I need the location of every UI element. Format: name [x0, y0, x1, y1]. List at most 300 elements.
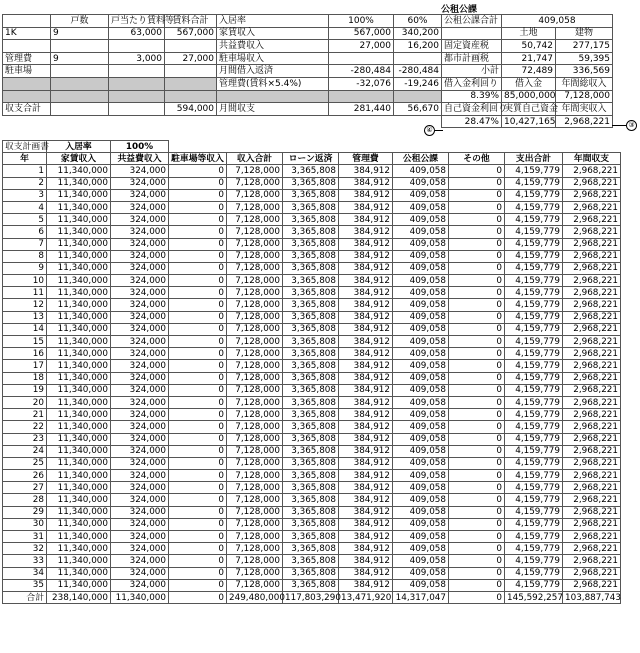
- value-cell: 409,058: [393, 372, 449, 384]
- value-cell: 2,968,221: [563, 494, 621, 506]
- value-cell: 0: [449, 336, 505, 348]
- value-cell: 7,128,000: [227, 409, 283, 421]
- public-tax-title: 公租公課: [441, 5, 478, 15]
- value-cell: 0: [169, 250, 227, 262]
- table-row: [3, 555, 621, 567]
- value-cell: 3,365,808: [283, 336, 339, 348]
- year-cell: 11: [3, 287, 47, 299]
- blank-cell: [329, 90, 394, 103]
- value-cell: 384,912: [339, 177, 393, 189]
- value-cell: 2,968,221: [563, 482, 621, 494]
- year-cell: 22: [3, 421, 47, 433]
- value-cell: 0: [449, 275, 505, 287]
- value-cell: 324,000: [111, 214, 169, 226]
- value-cell: 384,912: [339, 250, 393, 262]
- value-cell: 7,128,000: [227, 226, 283, 238]
- value-cell: 384,912: [339, 518, 393, 530]
- value-cell: 2,968,221: [563, 445, 621, 457]
- value-cell: 409,058: [393, 177, 449, 189]
- value-cell: 0: [449, 543, 505, 555]
- value-cell: 0: [169, 214, 227, 226]
- value-cell: 2,968,221: [563, 360, 621, 372]
- value-cell: 384,912: [339, 457, 393, 469]
- blank-cell: [563, 141, 621, 153]
- value-cell: 4,159,779: [505, 287, 563, 299]
- value-cell: 0: [169, 360, 227, 372]
- column-header: 年間収支: [563, 153, 621, 165]
- value-cell: 409,058: [393, 189, 449, 201]
- building-header: 建物: [556, 27, 613, 40]
- column-header: 支出合計: [505, 153, 563, 165]
- value-cell: 409,058: [393, 531, 449, 543]
- land-cell: 10,427,165: [502, 115, 556, 128]
- value-cell: 0: [169, 543, 227, 555]
- row-label: 駐車場: [3, 65, 51, 78]
- value-cell: 384,912: [339, 226, 393, 238]
- blank-cell: [109, 115, 165, 128]
- value-cell: 324,000: [111, 226, 169, 238]
- v60-cell: 340,200: [394, 27, 442, 40]
- value-cell: 11,340,000: [47, 506, 111, 518]
- v60-cell: 56,670: [394, 103, 442, 116]
- value-cell: 4,159,779: [505, 518, 563, 530]
- value-cell: 11,340,000: [47, 214, 111, 226]
- value-cell: 0: [169, 238, 227, 250]
- total-cell: 0: [449, 591, 505, 603]
- value-cell: 409,058: [393, 226, 449, 238]
- value-cell: 384,912: [339, 262, 393, 274]
- blank-cell: [449, 141, 505, 153]
- value-cell: 0: [169, 177, 227, 189]
- column-header: 収入合計: [227, 153, 283, 165]
- value-cell: 0: [449, 482, 505, 494]
- value-cell: 0: [449, 165, 505, 177]
- value-cell: 0: [449, 214, 505, 226]
- value-cell: 2,968,221: [563, 275, 621, 287]
- value-cell: 11,340,000: [47, 311, 111, 323]
- value-cell: 324,000: [111, 433, 169, 445]
- total-cell: 0: [169, 591, 227, 603]
- value-cell: 11,340,000: [47, 189, 111, 201]
- value-cell: 3,365,808: [283, 299, 339, 311]
- table-row: [3, 214, 621, 226]
- value-cell: 409,058: [393, 287, 449, 299]
- table-row: [3, 579, 621, 591]
- value-cell: 11,340,000: [47, 543, 111, 555]
- value-cell: 0: [449, 396, 505, 408]
- tax-label-cell: 8.39%: [442, 90, 502, 103]
- year-cell: 35: [3, 579, 47, 591]
- callout-4-marker: ④: [424, 125, 435, 136]
- public-tax-total-label: 公租公課合計: [442, 15, 502, 28]
- year-cell: 19: [3, 384, 47, 396]
- value-cell: 3,365,808: [283, 177, 339, 189]
- value-cell: 0: [169, 201, 227, 213]
- blank-cell: [505, 141, 563, 153]
- value-cell: 3,365,808: [283, 214, 339, 226]
- value-cell: 3,365,808: [283, 311, 339, 323]
- value-cell: 384,912: [339, 275, 393, 287]
- value-cell: 0: [449, 445, 505, 457]
- value-cell: 7,128,000: [227, 323, 283, 335]
- value-cell: 0: [449, 470, 505, 482]
- value-cell: 384,912: [339, 189, 393, 201]
- value-cell: 409,058: [393, 384, 449, 396]
- value-cell: 11,340,000: [47, 238, 111, 250]
- value-cell: 4,159,779: [505, 336, 563, 348]
- value-cell: 7,128,000: [227, 348, 283, 360]
- value-cell: 409,058: [393, 457, 449, 469]
- total-cell: 13,471,920: [339, 591, 393, 603]
- value-cell: 384,912: [339, 384, 393, 396]
- blank-cell: [165, 77, 217, 90]
- table-row: [3, 311, 621, 323]
- value-cell: 4,159,779: [505, 555, 563, 567]
- value-cell: 384,912: [339, 323, 393, 335]
- value-cell: 3,365,808: [283, 189, 339, 201]
- blank-cell: [283, 141, 339, 153]
- year-cell: 5: [3, 214, 47, 226]
- year-cell: 12: [3, 299, 47, 311]
- value-cell: 3,365,808: [283, 457, 339, 469]
- table-row: [3, 299, 621, 311]
- value-cell: 11,340,000: [47, 567, 111, 579]
- value-cell: 0: [449, 201, 505, 213]
- value-cell: 2,968,221: [563, 433, 621, 445]
- tax-label-cell: 28.47%: [442, 115, 502, 128]
- table-row: [3, 348, 621, 360]
- value-cell: 0: [449, 579, 505, 591]
- tax-label-cell: 固定資産税: [442, 40, 502, 53]
- value-cell: 3,365,808: [283, 323, 339, 335]
- blank-cell: [3, 115, 51, 128]
- value-cell: 384,912: [339, 396, 393, 408]
- value-cell: 11,340,000: [47, 348, 111, 360]
- value-cell: 324,000: [111, 336, 169, 348]
- value-cell: 0: [169, 531, 227, 543]
- value-cell: 324,000: [111, 531, 169, 543]
- value-cell: 4,159,779: [505, 360, 563, 372]
- value-cell: 409,058: [393, 445, 449, 457]
- value-cell: 11,340,000: [47, 275, 111, 287]
- value-cell: 4,159,779: [505, 396, 563, 408]
- value-cell: 409,058: [393, 214, 449, 226]
- value-cell: 0: [169, 311, 227, 323]
- value-cell: 3,365,808: [283, 567, 339, 579]
- column-header: 年: [3, 153, 47, 165]
- item-cell: 駐車場収入: [217, 52, 329, 65]
- value-cell: 7,128,000: [227, 336, 283, 348]
- value-cell: 3,365,808: [283, 275, 339, 287]
- occ-60-header: 60%: [394, 15, 442, 28]
- value-cell: 409,058: [393, 238, 449, 250]
- value-cell: 0: [449, 238, 505, 250]
- value-cell: 3,365,808: [283, 506, 339, 518]
- value-cell: 0: [449, 299, 505, 311]
- value-cell: 2,968,221: [563, 287, 621, 299]
- year-cell: 21: [3, 409, 47, 421]
- value-cell: 324,000: [111, 287, 169, 299]
- total-cell: 103,887,743: [563, 591, 621, 603]
- value-cell: 3,365,808: [283, 250, 339, 262]
- value-cell: 2,968,221: [563, 543, 621, 555]
- value-cell: 324,000: [111, 275, 169, 287]
- value-cell: 3,365,808: [283, 421, 339, 433]
- table-row: [3, 189, 621, 201]
- value-cell: 324,000: [111, 567, 169, 579]
- value-cell: 4,159,779: [505, 189, 563, 201]
- year-cell: 31: [3, 531, 47, 543]
- item-cell: 家賃収入: [217, 27, 329, 40]
- value-cell: 0: [169, 567, 227, 579]
- value-cell: 0: [449, 384, 505, 396]
- blank-cell: [165, 40, 217, 53]
- item-cell: 月間収支: [217, 103, 329, 116]
- blank-cell: [109, 90, 165, 103]
- year-cell: 32: [3, 543, 47, 555]
- value-cell: 7,128,000: [227, 189, 283, 201]
- value-cell: 324,000: [111, 555, 169, 567]
- value-cell: 3,365,808: [283, 494, 339, 506]
- value-cell: 3,365,808: [283, 287, 339, 299]
- value-cell: 409,058: [393, 348, 449, 360]
- value-cell: 409,058: [393, 262, 449, 274]
- value-cell: 3,365,808: [283, 579, 339, 591]
- value-cell: 384,912: [339, 531, 393, 543]
- land-cell: 21,747: [502, 52, 556, 65]
- blank-cell: [109, 103, 165, 116]
- value-cell: 3,365,808: [283, 226, 339, 238]
- value-cell: 7,128,000: [227, 372, 283, 384]
- value-cell: 4,159,779: [505, 543, 563, 555]
- value-cell: 0: [169, 494, 227, 506]
- value-cell: 409,058: [393, 421, 449, 433]
- year-cell: 14: [3, 323, 47, 335]
- value-cell: 7,128,000: [227, 555, 283, 567]
- value-cell: 324,000: [111, 482, 169, 494]
- value-cell: 0: [169, 470, 227, 482]
- value-cell: 11,340,000: [47, 384, 111, 396]
- column-header: 公租公課: [393, 153, 449, 165]
- value-cell: 7,128,000: [227, 275, 283, 287]
- value-cell: 11,340,000: [47, 470, 111, 482]
- tax-label-cell: 自己資金利回り: [442, 103, 502, 116]
- blank-cell: [3, 90, 51, 103]
- value-cell: 7,128,000: [227, 250, 283, 262]
- value-cell: 409,058: [393, 506, 449, 518]
- value-cell: 11,340,000: [47, 287, 111, 299]
- year-cell: 28: [3, 494, 47, 506]
- value-cell: 7,128,000: [227, 311, 283, 323]
- value-cell: 384,912: [339, 567, 393, 579]
- value-cell: 384,912: [339, 482, 393, 494]
- summary-row-common: [3, 40, 613, 53]
- table-row: [3, 384, 621, 396]
- table-row: [3, 323, 621, 335]
- value-cell: 0: [449, 433, 505, 445]
- blank-cell: [51, 90, 109, 103]
- blank-cell: [329, 115, 394, 128]
- value-cell: 2,968,221: [563, 250, 621, 262]
- v100-cell: 567,000: [329, 27, 394, 40]
- total-cell: 238,140,000: [47, 591, 111, 603]
- value-cell: 0: [169, 287, 227, 299]
- value-cell: 384,912: [339, 311, 393, 323]
- value-cell: 11,340,000: [47, 531, 111, 543]
- value-cell: 0: [169, 348, 227, 360]
- column-header: 管理費: [339, 153, 393, 165]
- plan-header-row: [3, 153, 621, 165]
- callout-4-line: [435, 130, 443, 131]
- value-cell: 4,159,779: [505, 470, 563, 482]
- year-cell: 25: [3, 457, 47, 469]
- value-cell: 7,128,000: [227, 457, 283, 469]
- year-cell: 20: [3, 396, 47, 408]
- value-cell: 409,058: [393, 579, 449, 591]
- tax-label-cell: 都市計画税: [442, 52, 502, 65]
- blank-cell: [51, 40, 109, 53]
- year-cell: 18: [3, 372, 47, 384]
- value-cell: 11,340,000: [47, 250, 111, 262]
- value-cell: 0: [169, 482, 227, 494]
- value-cell: 11,340,000: [47, 421, 111, 433]
- value-cell: 2,968,221: [563, 531, 621, 543]
- table-row: [3, 518, 621, 530]
- blank-cell: [165, 115, 217, 128]
- building-cell: 7,128,000: [556, 90, 613, 103]
- building-cell: 年間実収入: [556, 103, 613, 116]
- value-cell: 409,058: [393, 543, 449, 555]
- value-cell: 384,912: [339, 348, 393, 360]
- value-cell: 7,128,000: [227, 165, 283, 177]
- value-cell: 324,000: [111, 409, 169, 421]
- year-cell: 8: [3, 250, 47, 262]
- value-cell: 3,365,808: [283, 409, 339, 421]
- value-cell: 324,000: [111, 250, 169, 262]
- value-cell: 0: [449, 531, 505, 543]
- value-cell: 0: [169, 189, 227, 201]
- value-cell: 384,912: [339, 372, 393, 384]
- value-cell: 0: [449, 262, 505, 274]
- table-row: [3, 494, 621, 506]
- value-cell: 7,128,000: [227, 482, 283, 494]
- value-cell: 11,340,000: [47, 226, 111, 238]
- value-cell: 2,968,221: [563, 506, 621, 518]
- v100-cell: 281,440: [329, 103, 394, 116]
- year-cell: 29: [3, 506, 47, 518]
- year-cell: 27: [3, 482, 47, 494]
- value-cell: 409,058: [393, 470, 449, 482]
- value-cell: 2,968,221: [563, 226, 621, 238]
- value-cell: 0: [169, 579, 227, 591]
- value-cell: 7,128,000: [227, 299, 283, 311]
- value-cell: 384,912: [339, 287, 393, 299]
- total-cell: 14,317,047: [393, 591, 449, 603]
- value-cell: 0: [449, 311, 505, 323]
- value-cell: 7,128,000: [227, 543, 283, 555]
- table-row: [3, 275, 621, 287]
- value-cell: 2,968,221: [563, 567, 621, 579]
- value-cell: 384,912: [339, 433, 393, 445]
- value-cell: 0: [449, 494, 505, 506]
- plan-title-row: [3, 141, 621, 153]
- value-cell: 2,968,221: [563, 555, 621, 567]
- value-cell: 0: [449, 177, 505, 189]
- value-cell: 324,000: [111, 470, 169, 482]
- land-cell: 実質自己資金: [502, 103, 556, 116]
- value-cell: 409,058: [393, 336, 449, 348]
- blank-cell: [51, 77, 109, 90]
- item-cell: 共益費収入: [217, 40, 329, 53]
- plan-total-row: [3, 591, 621, 603]
- value-cell: 2,968,221: [563, 201, 621, 213]
- value-cell: 7,128,000: [227, 567, 283, 579]
- year-cell: 13: [3, 311, 47, 323]
- value-cell: 324,000: [111, 311, 169, 323]
- value-cell: 324,000: [111, 348, 169, 360]
- value-cell: 384,912: [339, 543, 393, 555]
- year-cell: 23: [3, 433, 47, 445]
- value-cell: 7,128,000: [227, 214, 283, 226]
- value-cell: 7,128,000: [227, 262, 283, 274]
- summary-row-parking: [3, 65, 613, 78]
- table-row: [3, 506, 621, 518]
- v100-cell: -280,484: [329, 65, 394, 78]
- value-cell: 324,000: [111, 543, 169, 555]
- blank-cell: [51, 115, 109, 128]
- total-cell: 117,803,290: [283, 591, 339, 603]
- value-cell: 4,159,779: [505, 433, 563, 445]
- value-cell: 409,058: [393, 567, 449, 579]
- value-cell: 3,365,808: [283, 445, 339, 457]
- value-cell: 2,968,221: [563, 396, 621, 408]
- value-cell: 4,159,779: [505, 214, 563, 226]
- year-cell: 34: [3, 567, 47, 579]
- value-cell: 7,128,000: [227, 494, 283, 506]
- value-cell: 324,000: [111, 299, 169, 311]
- building-cell: 年間総収入: [556, 77, 613, 90]
- table-row: [3, 262, 621, 274]
- summary-row-mgmt: [3, 52, 613, 65]
- rent-per-unit-header: 戸当たり賃料等: [109, 15, 165, 28]
- blank-cell: [394, 90, 442, 103]
- value-cell: 409,058: [393, 555, 449, 567]
- blank-cell: [394, 115, 442, 128]
- value-cell: 11,340,000: [47, 433, 111, 445]
- value-cell: 4,159,779: [505, 372, 563, 384]
- public-tax-total-value: 409,058: [502, 15, 613, 28]
- tax-label-cell: 借入金利回り: [442, 77, 502, 90]
- value-cell: 3,365,808: [283, 238, 339, 250]
- blank-cell: [217, 90, 329, 103]
- value-cell: 324,000: [111, 579, 169, 591]
- year-cell: 26: [3, 470, 47, 482]
- value-cell: 3,365,808: [283, 262, 339, 274]
- value-cell: 324,000: [111, 372, 169, 384]
- value-cell: 384,912: [339, 506, 393, 518]
- value-cell: 2,968,221: [563, 238, 621, 250]
- column-header: 駐車場等収入: [169, 153, 227, 165]
- value-cell: 7,128,000: [227, 445, 283, 457]
- column-header: 共益費収入: [111, 153, 169, 165]
- value-cell: 11,340,000: [47, 360, 111, 372]
- value-cell: 324,000: [111, 421, 169, 433]
- value-cell: 4,159,779: [505, 299, 563, 311]
- value-cell: 11,340,000: [47, 518, 111, 530]
- value-cell: 384,912: [339, 238, 393, 250]
- value-cell: 0: [169, 262, 227, 274]
- value-cell: 11,340,000: [47, 409, 111, 421]
